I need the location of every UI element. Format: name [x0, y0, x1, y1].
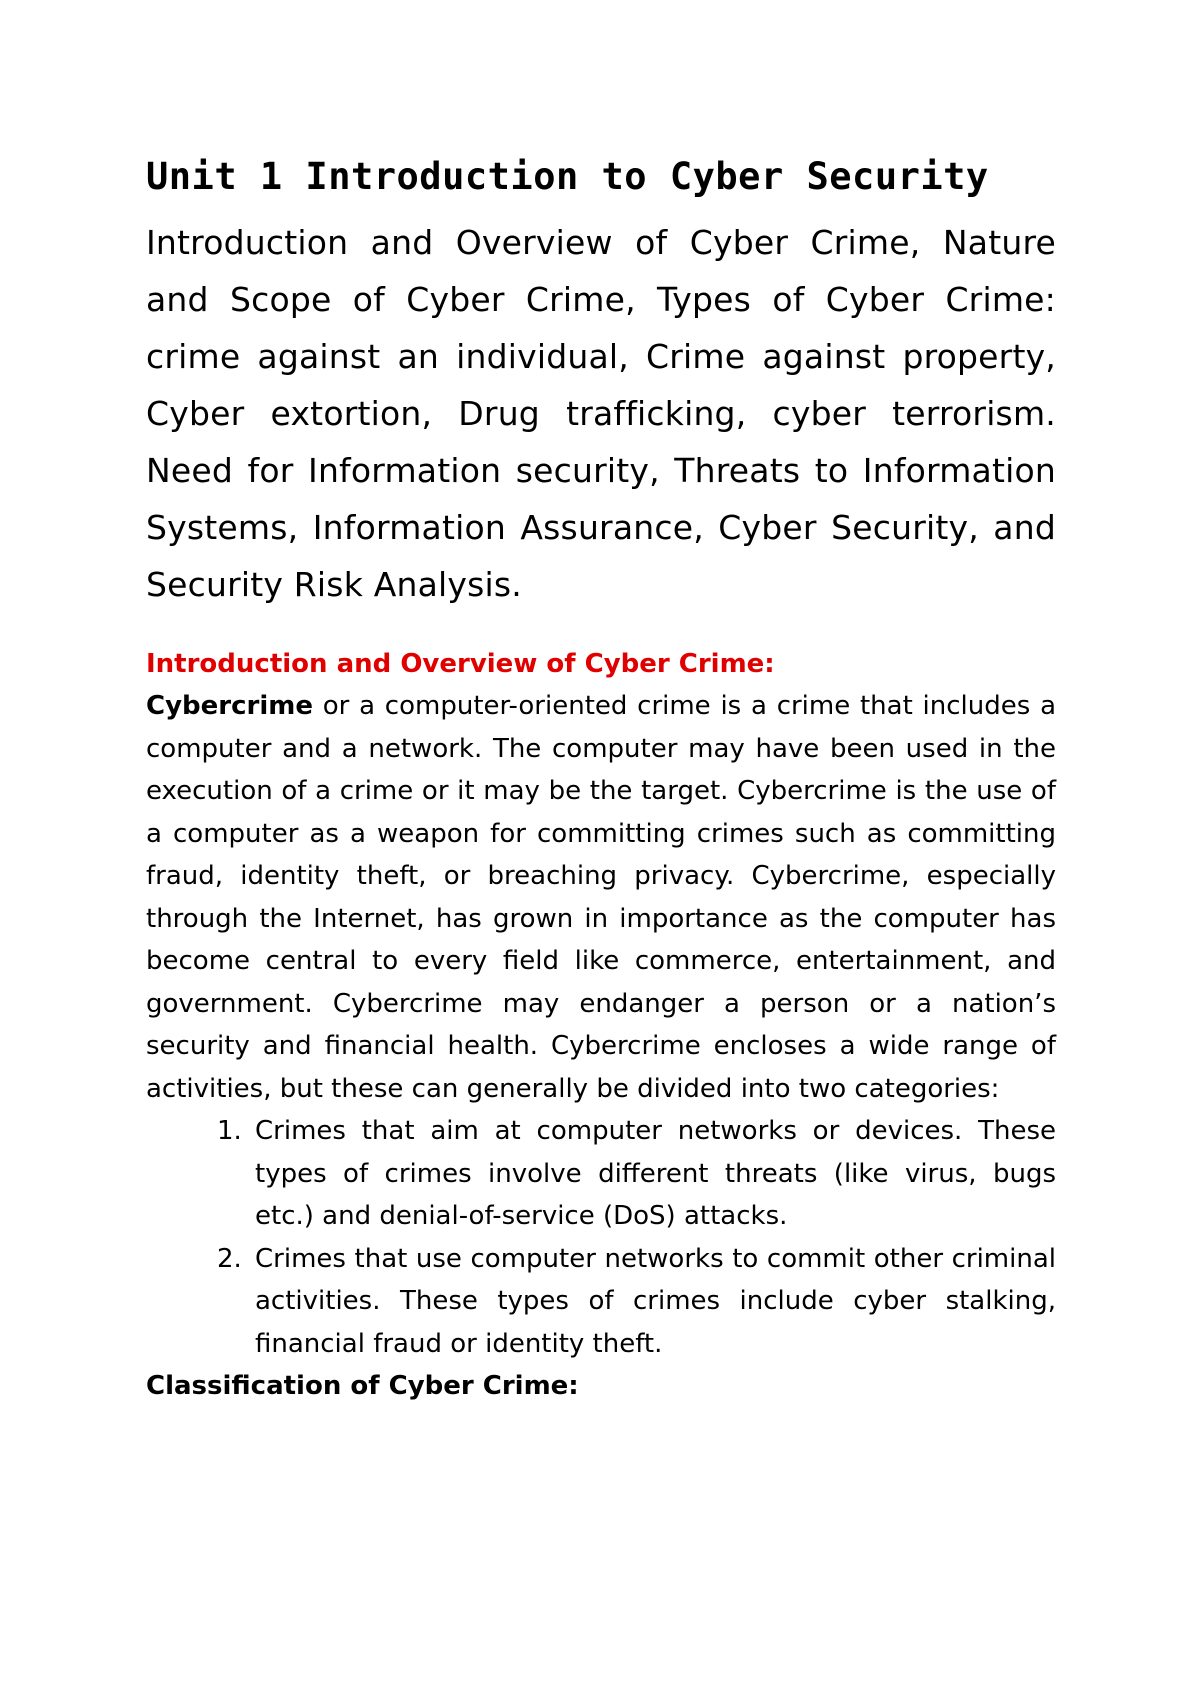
list-item-number: 1. — [217, 1116, 242, 1146]
unit-title: Unit 1 Introduction to Cyber Security — [146, 155, 989, 198]
cybercrime-term: Cybercrime — [146, 691, 313, 721]
list-item — [217, 1238, 1056, 1366]
list-item-text: Crimes that aim at computer networks or devices. These types of crimes involve different threats (like virus, bugs etc.) and denial-of-service (DoS) attacks. — [255, 1116, 1056, 1231]
unit-overview: Introduction and Overview of Cyber Crime, Nature and Scope of Cyber Crime, Types of Cyber Crime: crime against an individual, Crime against property, Cyber extortion, Drug trafficking, cyber terrorism. Need for Information security, Threats to Information Systems, Information Assurance, Cyber Security, and Security Risk Analysis. — [146, 223, 1056, 604]
cybercrime-paragraph-text: or a computer-oriented crime is a crime that includes a computer and a network. The computer may have been used in the execution of a crime or it may be the target. Cybercrime is the use of a computer as a weapon for committing crimes such as committing fraud, identity theft, or breaching privacy. Cybercrime, especially through the Internet, has grown in importance as the computer has become central to every field like commerce, entertainment, and government. Cybercrime may endanger a person or a nation’s security and financial health. Cybercrime encloses a wide range of activities, but these can generally be divided into two categories: — [146, 691, 1056, 1104]
section-heading: Introduction and Overview of Cyber Crime: — [146, 649, 775, 679]
list-item-number: 2. — [217, 1243, 242, 1274]
classification-heading: Classification of Cyber Crime: — [146, 1371, 579, 1401]
crime-categories-list — [146, 1110, 1056, 1365]
list-item — [217, 1110, 1056, 1238]
cybercrime-paragraph — [146, 685, 1056, 1110]
document-page — [146, 150, 1056, 1408]
list-item-text: Crimes that use computer networks to commit other criminal activities. These types of crimes include cyber stalking, financial fraud or identity theft. — [255, 1243, 1056, 1359]
